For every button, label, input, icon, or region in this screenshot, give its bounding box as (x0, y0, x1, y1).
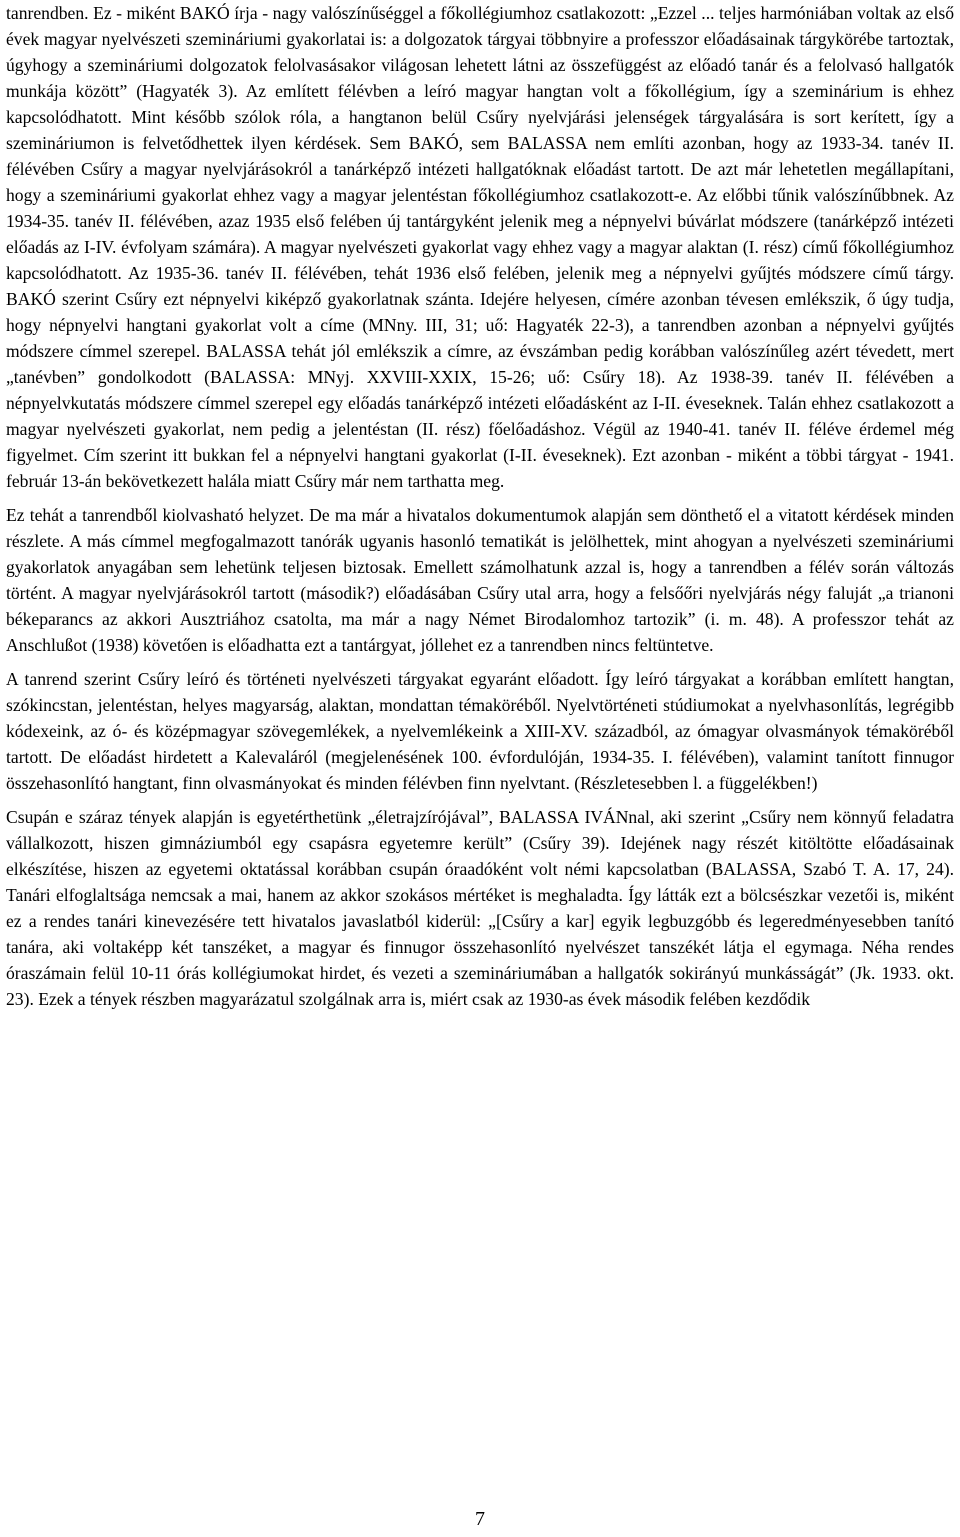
body-paragraph-1: tanrendben. Ez - miként BAKÓ írja - nagy valószínűséggel a főkollégiumhoz csatlakozott: „Ezzel ... teljes harmóniában voltak az első évek magyar nyelvészeti szemináriumi gyakorlatai is: a dolgozatok tárgyai többnyire a professzor előadásainak tárgykörébe tartoztak, úgyhogy a szemináriumi dolgozatok felolvasásakor világosan lehetett látni az összefüggést az előadó tanár és a felolvasó hallgatók munkája között” (Hagyaték 3). Az említett félévben a leíró magyar hangtan volt a főkollégium, így a szeminárium is ehhez kapcsolódhatott. Mint később szólok róla, a hangtanon belül Csűry nyelvjárási jelenségek tárgyalására is sort kerített, így a szemináriumon is felvetődhettek ilyen kérdések. Sem BAKÓ, sem BALASSA nem említi azonban, hogy az 1933-34. tanév II. félévében Csűry a magyar nyelvjárásokról a tanárképző intézeti hallgatóknak előadást tartott. De azt már lehetetlen megállapítani, hogy a szemináriumi gyakorlat ehhez vagy a magyar jelentéstan főkollégiumhoz csatlakozott-e. Az előbbi tűnik valószínűbbnek. Az 1934-35. tanév II. félévében, azaz 1935 első felében új tantárgyként jelenik meg a népnyelvi búvárlat módszere (tanárképző intézeti előadás az I-IV. évfolyam számára). A magyar nyelvészeti gyakorlat vagy ehhez vagy a magyar alaktan (I. rész) című főkollégiumhoz kapcsolódhatott. Az 1935-36. tanév II. félévében, tehát 1936 első felében, jelenik meg a népnyelvi gyűjtés módszere című tárgy. BAKÓ szerint Csűry ezt népnyelvi kiképző gyakorlatnak szánta. Idejére helyesen, címére azonban tévesen emlékszik, ő úgy tudja, hogy népnyelvi hangtani gyakorlat volt a címe (MNny. III, 31; uő: Hagyaték 22-3), a tanrendben azonban a népnyelvi gyűjtés módszere címmel szerepel. BALASSA tehát jól emlékszik a címre, az évszámban pedig korábban valószínűleg azért tévedett, mert „tanévben” gondolkodott (BALASSA: MNyj. XXVIII-XXIX, 15-26; uő: Csűry 18). Az 1938-39. tanév II. félévében a népnyelvkutatás módszere címmel szerepel egy előadás tanárképző intézeti előadásként az I-II. éveseknek. Talán ehhez csatlakozott a magyar nyelvészeti gyakorlat, nem pedig a jelentéstan (II. rész) főelőadáshoz. Végül az 1940-41. tanév II. féléve érdemel még figyelmet. Cím szerint itt bukkan fel a népnyelvi hangtani gyakorlat (I-II. éveseknek). Ezt azonban - miként a többi tárgyat - 1941. február 13-án bekövetkezett halála miatt Csűry már nem tarthatta meg. (6, 3, 954, 491)
body-paragraph-3: A tanrend szerint Csűry leíró és történeti nyelvészeti tárgyakat egyaránt előadott. Így leíró tárgyakat a korábban említett hangtan, szókincstan, jelentéstan, helyes magyarság, alaktan, mondattan témaköréből. Nyelvtörténeti stúdiumokat a nyelvhasonlítás, legrégibb kódexeink, az ó- és középmagyar szövegemlékek, a nyelvemlékeink a XIII-XV. századból, az ómagyar olvasmányok témaköréből tartott. De előadást hirdetett a Kalevaláról (megjelenésének 100. évfordulóján, 1934-35. I. félévében), valamint tanított finnugor összehasonlító hangtant, finn olvasmányokat és minden félévben finn nyelvtant. (Részletesebben l. a függelékben!) (6, 669, 954, 793)
page-number: 7 (475, 1508, 485, 1530)
body-paragraph-2: Ez tehát a tanrendből kiolvasható helyzet. De ma már a hivatalos dokumentumok alapján sem dönthető el a vitatott kérdések minden részlete. A más címmel megfogalmazott tanórák ugyanis hasonló tematikát is jelölhettek, mint ahogyan a nyelvészeti szemináriumi gyakorlatok anyagában sem lehetünk teljesen biztosak. Emellett számolhatunk azzal is, hogy a tanrendben a félév során változás történt. A magyar nyelvjárásokról tartott (második?) előadásában Csűry utal arra, hogy a felsőőri nyelvjárás négy faluját „a trianoni békeparancs az akkori Ausztriához csatolta, ma már a nagy Német Birodalomhoz tartozik” (i. m. 48). A professzor tehát az Anschlußot (1938) követően is előadhatta ezt a tantárgyat, jóllehet ez a tanrendben nincs feltüntetve. (6, 505, 954, 655)
body-paragraph-4: Csupán e száraz tények alapján is egyetérthetünk „életrajzírójával”, BALASSA IVÁNnal, aki szerint „Csűry nem könnyű feladatra vállalkozott, hiszen gimnáziumból egy csapásra egyetemre került” (Csűry 39). Idejének nagy részét kitöltötte előadásainak elkészítése, hiszen az egyetemi oktatással korábban csupán óraadóként volt némi kapcsolatban (BALASSA, Szabó T. A. 17, 24). Tanári elfoglaltsága nemcsak a mai, hanem az akkor szokásos mértéket is meghaladta. Így látták ezt a bölcsészkar vezetői is, miként ez a rendes tanári kinevezésére tett hivatalos javaslatból kiderül: „[Csűry a kar] egyik legbuzgóbb és legeredményesebben tanító tanára, aki voltaképp két tanszéket, a magyar és finnugor összehasonlító nyelvészet tanszékét látja el egymaga. Néha rendes óraszámain felül 10-11 órás kollégiumokat hirdet, és vezeti a szemináriumában a hallgatók sokirányú munkásságát” (Jk. 1933. okt. 23). Ezek a tények részben magyarázatul szolgálnak arra is, miért csak az 1930-as évek második felében kezdődik (6, 807, 954, 1009)
